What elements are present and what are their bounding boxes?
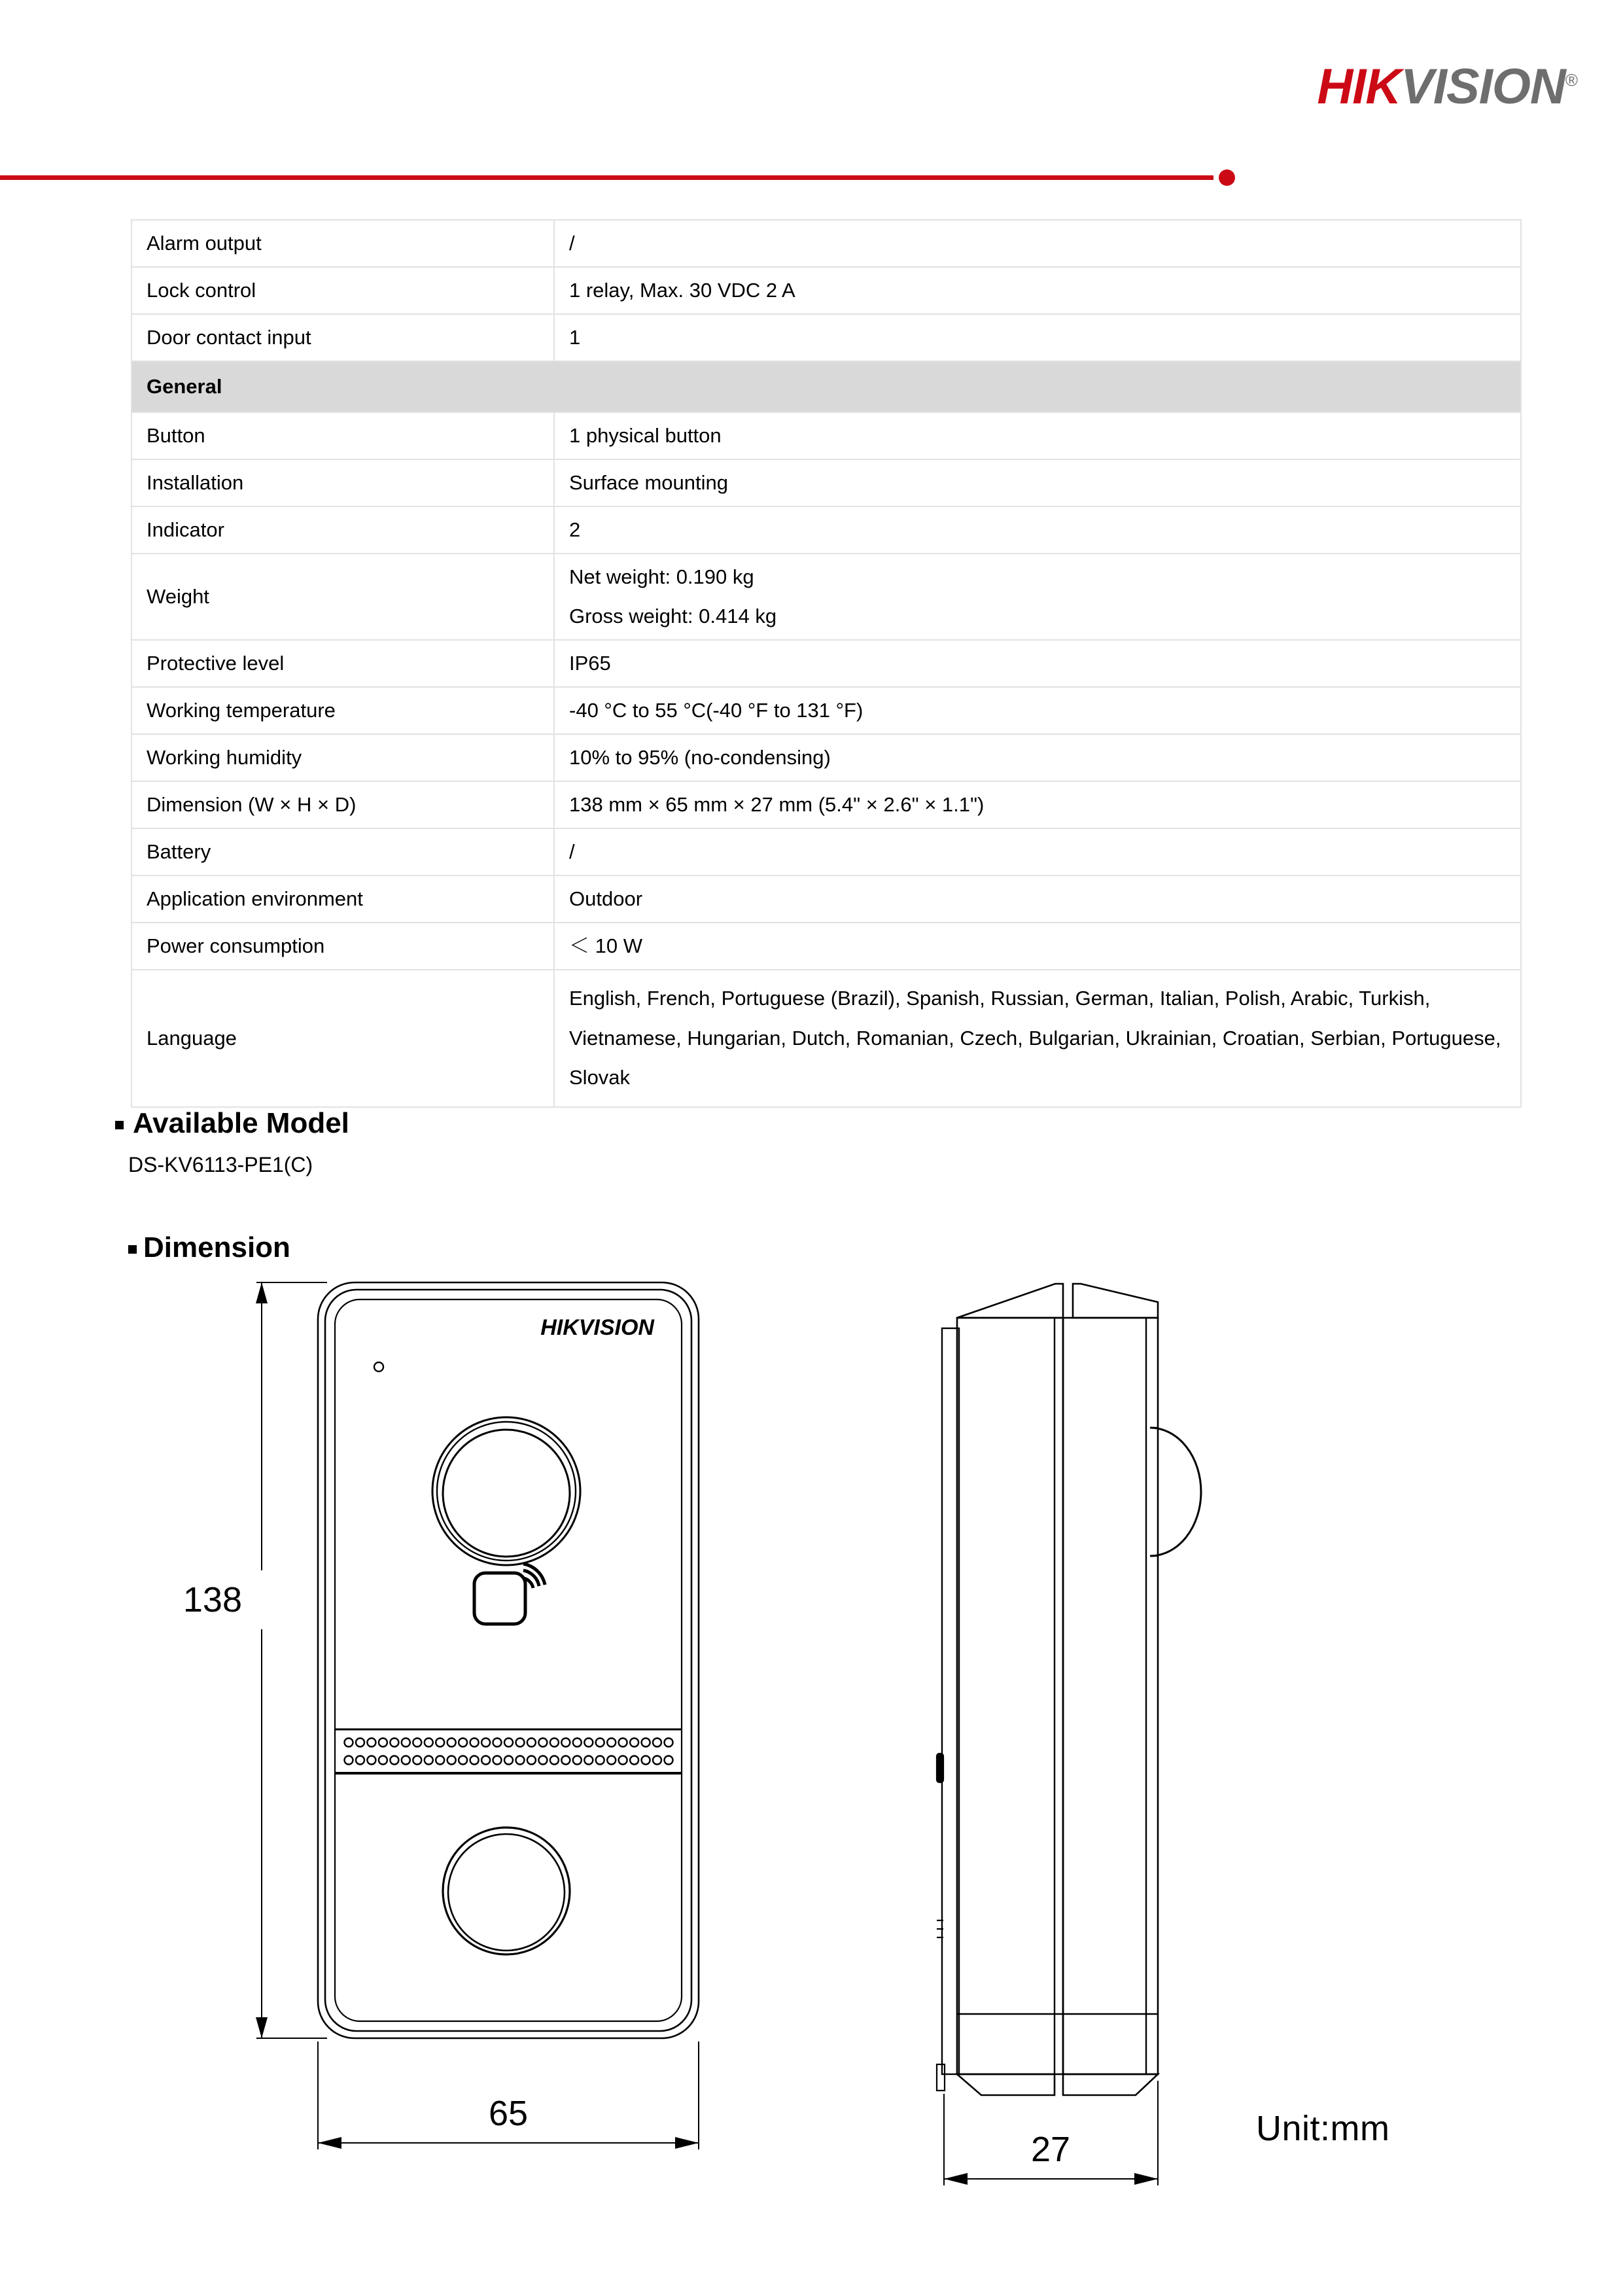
- speaker-hole: [504, 1756, 513, 1765]
- speaker-hole: [493, 1739, 502, 1747]
- spec-row-value: IP65: [554, 640, 1521, 687]
- speaker-hole: [516, 1756, 525, 1765]
- depth-dim-label: 27: [1030, 2130, 1071, 2169]
- speaker-hole: [436, 1756, 444, 1765]
- hikvision-logo: [1317, 59, 1577, 115]
- available-model-heading: [115, 1107, 349, 1140]
- speaker-hole: [596, 1739, 604, 1747]
- specification-table: [131, 219, 1522, 1108]
- spec-table-row: [131, 828, 1521, 875]
- speaker-hole: [550, 1739, 559, 1747]
- front-view-inner-shell: [325, 1290, 691, 2031]
- spec-row-label: Language: [131, 970, 554, 1106]
- spec-row-value: Surface mounting: [554, 459, 1521, 506]
- speaker-hole: [584, 1739, 593, 1747]
- speaker-hole: [447, 1739, 456, 1747]
- width-dim-arrow-left: [318, 2137, 341, 2149]
- front-view-outer-shell: [318, 1282, 699, 2038]
- spec-table-row: [131, 506, 1521, 554]
- speaker-hole: [642, 1756, 650, 1765]
- speaker-hole: [413, 1756, 421, 1765]
- speaker-hole: [436, 1739, 444, 1747]
- registered-trademark-icon: ®: [1565, 70, 1577, 90]
- speaker-hole: [402, 1739, 410, 1747]
- spec-row-label: Working humidity: [131, 734, 554, 781]
- speaker-hole: [573, 1739, 582, 1747]
- spec-table-row: [131, 875, 1521, 923]
- spec-row-label: Protective level: [131, 640, 554, 687]
- speaker-hole: [504, 1739, 513, 1747]
- dimension-heading: [128, 1231, 290, 1264]
- call-button-inner-ring: [448, 1834, 565, 1951]
- unit-label: Unit:mm: [1256, 2109, 1390, 2148]
- speaker-hole: [538, 1739, 547, 1747]
- speaker-grille-holes: [345, 1739, 673, 1765]
- spec-table-row: [131, 640, 1521, 687]
- page-header: [0, 0, 1623, 196]
- speaker-hole: [345, 1739, 353, 1747]
- camera-lens-mid-ring: [437, 1422, 576, 1561]
- spec-section-label: General: [131, 361, 1521, 412]
- speaker-hole: [665, 1739, 673, 1747]
- spec-row-value: 1 physical button: [554, 412, 1521, 459]
- spec-row-value: Outdoor: [554, 875, 1521, 923]
- speaker-hole: [379, 1739, 387, 1747]
- height-dim-arrow-bottom: [256, 2017, 268, 2038]
- spec-table-row: [131, 220, 1521, 267]
- speaker-hole: [573, 1756, 582, 1765]
- speaker-hole: [356, 1739, 364, 1747]
- speaker-hole: [367, 1739, 375, 1747]
- spec-row-value: /: [554, 220, 1521, 267]
- speaker-hole: [538, 1756, 547, 1765]
- spec-row-value: 2: [554, 506, 1521, 554]
- spec-row-value: -40 °C to 55 °C(-40 °F to 131 °F): [554, 687, 1521, 734]
- speaker-hole: [516, 1739, 525, 1747]
- side-view-back-foot: [937, 2064, 945, 2091]
- speaker-hole: [459, 1756, 467, 1765]
- speaker-hole: [630, 1756, 638, 1765]
- speaker-hole: [596, 1756, 604, 1765]
- header-divider-dot: [1219, 169, 1235, 186]
- depth-dim-arrow-left: [944, 2173, 968, 2185]
- spec-table-row: [131, 314, 1521, 361]
- spec-table-body: [131, 220, 1521, 1107]
- speaker-hole: [413, 1739, 421, 1747]
- speaker-hole: [653, 1739, 661, 1747]
- speaker-hole: [550, 1756, 559, 1765]
- card-reader-icon: [474, 1564, 545, 1624]
- square-bullet-icon: [128, 1245, 137, 1254]
- width-dim-label: 65: [488, 2094, 529, 2133]
- spec-section-row: [131, 361, 1521, 412]
- spec-row-value: 138 mm × 65 mm × 27 mm (5.4" × 2.6" × 1.1"): [554, 781, 1521, 828]
- speaker-hole: [630, 1739, 638, 1747]
- spec-row-label: Alarm output: [131, 220, 554, 267]
- logo-text-hik: HIK: [1317, 59, 1401, 115]
- spec-row-value: 1: [554, 314, 1521, 361]
- side-view-body-left: [957, 1318, 1063, 2074]
- spec-row-label: Button: [131, 412, 554, 459]
- square-bullet-icon: [115, 1121, 124, 1129]
- speaker-hole: [470, 1756, 479, 1765]
- speaker-hole: [459, 1739, 467, 1747]
- camera-lens-outer-ring: [432, 1417, 580, 1565]
- spec-table-row: [131, 923, 1521, 970]
- spec-table-row: [131, 970, 1521, 1106]
- width-dim-arrow-right: [675, 2137, 699, 2149]
- speaker-hole: [345, 1756, 353, 1765]
- speaker-hole: [493, 1756, 502, 1765]
- spec-row-value: English, French, Portuguese (Brazil), Spanish, Russian, German, Italian, Polish, Arabic, Turkish, Vietnamese, Hungarian, Dutch, Romanian, Czech, Bulgarian, Ukrainian, Croatian, Serbian, Portuguese, Slovak: [554, 970, 1521, 1106]
- call-button-outer-ring: [443, 1828, 570, 1954]
- spec-row-value: ＜ 10 W: [554, 923, 1521, 970]
- spec-row-label: Power consumption: [131, 923, 554, 970]
- speaker-hole: [619, 1756, 627, 1765]
- spec-table-row: [131, 781, 1521, 828]
- speaker-hole: [481, 1756, 490, 1765]
- speaker-hole: [356, 1756, 364, 1765]
- height-dim-arrow-top: [256, 1282, 268, 1303]
- available-model-heading-text: Available Model: [133, 1107, 349, 1139]
- speaker-hole: [607, 1756, 616, 1765]
- spec-row-value: 1 relay, Max. 30 VDC 2 A: [554, 267, 1521, 314]
- side-view-top-wedge-right: [1073, 1284, 1158, 1318]
- speaker-hole: [584, 1756, 593, 1765]
- side-view-body-right: [1063, 1318, 1158, 2074]
- spec-row-value: [554, 554, 1521, 640]
- spec-table-row: [131, 687, 1521, 734]
- spec-row-value: 10% to 95% (no-condensing): [554, 734, 1521, 781]
- spec-row-label: Dimension (W × H × D): [131, 781, 554, 828]
- speaker-hole: [653, 1756, 661, 1765]
- spec-row-value: /: [554, 828, 1521, 875]
- spec-table-row: [131, 412, 1521, 459]
- dimension-heading-text: Dimension: [143, 1231, 290, 1263]
- spec-row-label: Application environment: [131, 875, 554, 923]
- speaker-hole: [425, 1739, 433, 1747]
- spec-table-row: [131, 459, 1521, 506]
- side-view-top-wedge: [957, 1284, 1063, 1318]
- led-indicator-hole: [374, 1362, 383, 1371]
- speaker-hole: [447, 1756, 456, 1765]
- spec-row-label: Indicator: [131, 506, 554, 554]
- spec-row-label: Installation: [131, 459, 554, 506]
- front-view-faceplate: [335, 1299, 682, 2021]
- speaker-hole: [481, 1739, 490, 1747]
- spec-row-value-line: Net weight: 0.190 kg: [569, 565, 754, 589]
- speaker-hole: [642, 1739, 650, 1747]
- speaker-hole: [390, 1756, 398, 1765]
- spec-row-label: Lock control: [131, 267, 554, 314]
- speaker-hole: [527, 1756, 536, 1765]
- speaker-hole: [470, 1739, 479, 1747]
- speaker-hole: [619, 1739, 627, 1747]
- spec-row-label: Working temperature: [131, 687, 554, 734]
- camera-lens-aperture: [443, 1430, 570, 1557]
- spec-row-label: Weight: [131, 554, 554, 640]
- depth-dim-arrow-right: [1134, 2173, 1158, 2185]
- speaker-hole: [665, 1756, 673, 1765]
- speaker-hole: [390, 1739, 398, 1747]
- side-view-bottom-wedge-right: [1063, 2074, 1158, 2095]
- spec-row-label: Battery: [131, 828, 554, 875]
- speaker-hole: [367, 1756, 375, 1765]
- device-face-logo: HIKVISION: [540, 1315, 654, 1340]
- speaker-hole: [527, 1739, 536, 1747]
- side-view-bottom-wedge-left: [957, 2074, 1055, 2095]
- speaker-hole: [402, 1756, 410, 1765]
- spec-table-row: [131, 554, 1521, 640]
- spec-table-row: [131, 734, 1521, 781]
- speaker-hole: [561, 1739, 570, 1747]
- height-dim-label: 138: [183, 1580, 242, 1619]
- spec-table-row: [131, 267, 1521, 314]
- header-divider-line: [0, 175, 1213, 180]
- spec-row-label: Door contact input: [131, 314, 554, 361]
- speaker-hole: [425, 1756, 433, 1765]
- speaker-hole: [607, 1739, 616, 1747]
- spec-row-value-line: Gross weight: 0.414 kg: [569, 605, 777, 628]
- available-model-value: DS-KV6113-PE1(C): [128, 1153, 313, 1176]
- logo-text-vision: VISION: [1401, 59, 1565, 115]
- speaker-hole: [561, 1756, 570, 1765]
- side-view-button-nub: [937, 1754, 943, 1782]
- speaker-hole: [379, 1756, 387, 1765]
